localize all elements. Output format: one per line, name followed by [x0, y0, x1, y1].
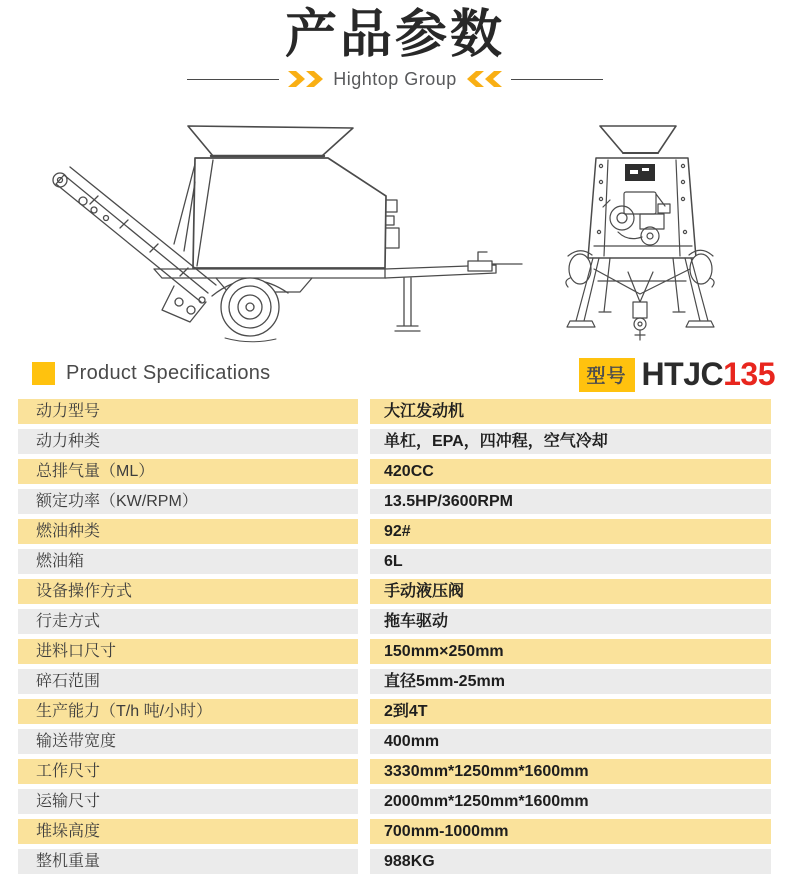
spec-label: 总排气量（ML）: [18, 459, 358, 484]
spec-value: 单杠，EPA，四冲程，空气冷却: [370, 429, 771, 454]
spec-row: [18, 729, 771, 754]
model-digits: 135: [723, 356, 775, 392]
spec-row: [18, 399, 771, 424]
spec-label: 动力型号: [18, 399, 358, 424]
spec-value: 400mm: [370, 729, 771, 754]
spec-row: [18, 819, 771, 844]
spec-label: 生产能力（T/h 吨/小时）: [18, 699, 358, 724]
spec-row: [18, 579, 771, 604]
spec-value: 6L: [370, 549, 771, 574]
model-number: [642, 356, 775, 393]
model-group: [579, 356, 775, 393]
spec-label: 工作尺寸: [18, 759, 358, 784]
spec-heading-label: Product Specifications: [66, 362, 271, 384]
spec-row: [18, 459, 771, 484]
spec-row: [18, 759, 771, 784]
spec-value: 700mm-1000mm: [370, 819, 771, 844]
spec-row: [18, 789, 771, 814]
spec-label: 输送带宽度: [18, 729, 358, 754]
spec-label: 额定功率（KW/RPM）: [18, 489, 358, 514]
spec-row: [18, 669, 771, 694]
divider-line-left: [187, 79, 279, 80]
spec-label: 动力种类: [18, 429, 358, 454]
spec-label: 进料口尺寸: [18, 639, 358, 664]
double-chevron-left-icon: [467, 70, 503, 88]
spec-row: [18, 609, 771, 634]
spec-value: 拖车驱动: [370, 609, 771, 634]
spec-value: 420CC: [370, 459, 771, 484]
spec-value: 92#: [370, 519, 771, 544]
spec-row: [18, 549, 771, 574]
machine-front-view-drawing: [558, 104, 763, 349]
spec-value: 13.5HP/3600RPM: [370, 489, 771, 514]
spec-section-heading: [32, 362, 270, 385]
spec-label: 运输尺寸: [18, 789, 358, 814]
spec-value: 手动液压阀: [370, 579, 771, 604]
spec-label: 燃油箱: [18, 549, 358, 574]
subtitle-text: Hightop Group: [333, 68, 457, 89]
spec-value: 988KG: [370, 849, 771, 874]
spec-row: [18, 429, 771, 454]
yellow-square-icon: [32, 362, 55, 385]
spec-label: 碎石范围: [18, 669, 358, 694]
spec-table: [18, 399, 771, 879]
subtitle-row: [0, 68, 790, 90]
spec-row: [18, 519, 771, 544]
spec-value: 大江发动机: [370, 399, 771, 424]
spec-row: [18, 849, 771, 874]
spec-value: 2到4T: [370, 699, 771, 724]
machine-side-view-drawing: [26, 104, 531, 349]
page-title: 产品参数: [284, 6, 505, 64]
spec-label: 设备操作方式: [18, 579, 358, 604]
model-prefix: HTJC: [641, 356, 724, 392]
double-chevron-right-icon: [287, 70, 323, 88]
spec-value: 150mm×250mm: [370, 639, 771, 664]
spec-row: [18, 639, 771, 664]
spec-row: [18, 489, 771, 514]
divider-line-right: [511, 79, 603, 80]
spec-value: 直径5mm-25mm: [370, 669, 771, 694]
spec-value: 2000mm*1250mm*1600mm: [370, 789, 771, 814]
spec-label: 堆垛高度: [18, 819, 358, 844]
model-badge: 型号: [579, 358, 635, 392]
spec-label: 行走方式: [18, 609, 358, 634]
spec-label: 燃油种类: [18, 519, 358, 544]
spec-label: 整机重量: [18, 849, 358, 874]
spec-row: [18, 699, 771, 724]
spec-value: 3330mm*1250mm*1600mm: [370, 759, 771, 784]
